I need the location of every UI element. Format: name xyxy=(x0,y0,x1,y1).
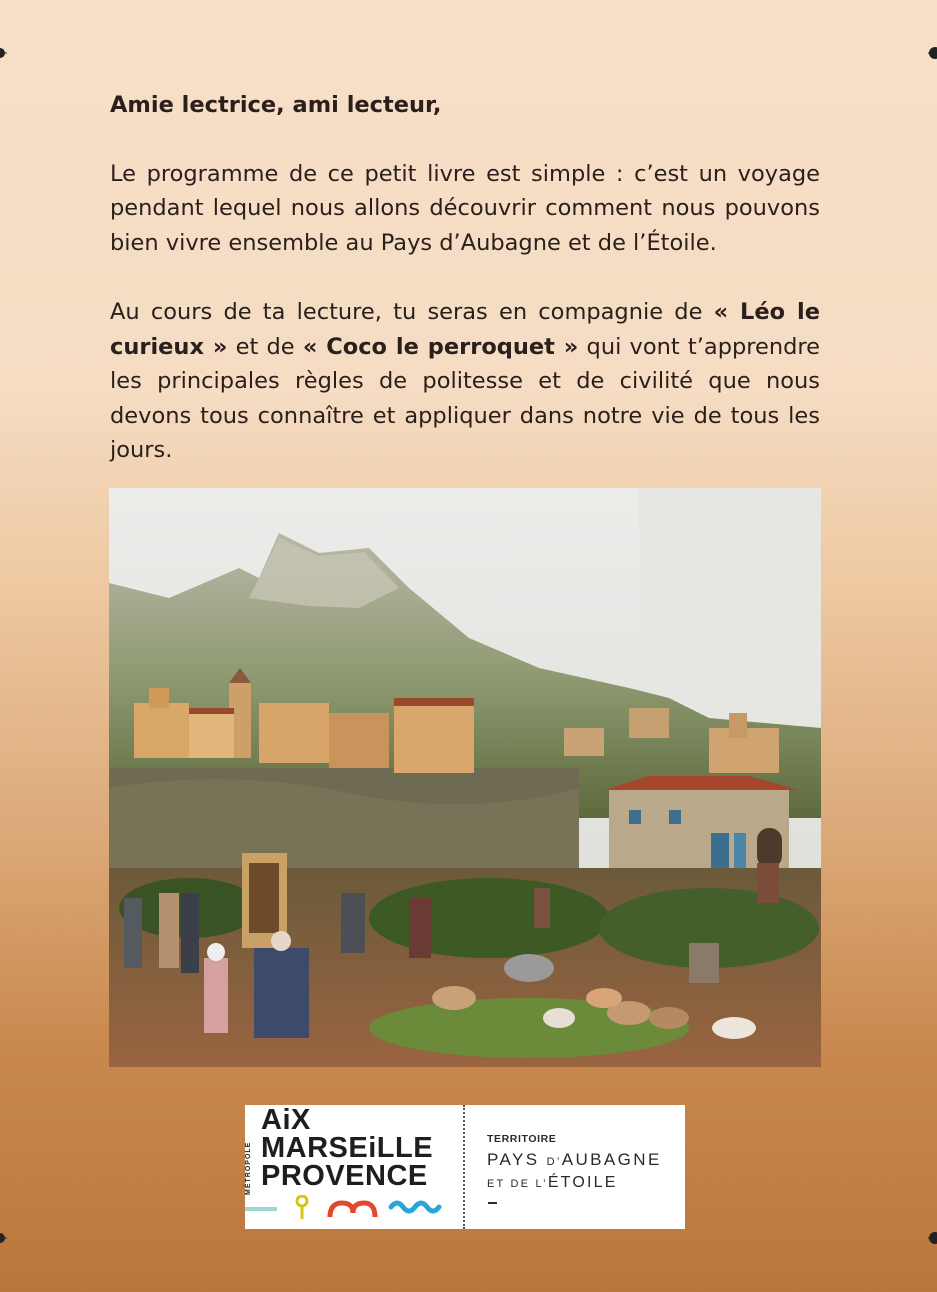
letter-text xyxy=(110,88,820,503)
logo-pays-word: PAYS xyxy=(487,1150,547,1169)
metropole-vertical-label: MÉTROPOLE xyxy=(245,1141,252,1195)
coco-name: « Coco le perroquet » xyxy=(302,333,579,360)
logo-etoile-small: ET DE L’ xyxy=(487,1178,548,1190)
shrubs xyxy=(369,878,609,958)
logo-aix: AiX xyxy=(261,1104,311,1136)
yellow-ring-icon xyxy=(297,1196,307,1206)
logo-symbols xyxy=(245,1195,455,1227)
nativity-scene-photo xyxy=(109,488,821,1067)
logo-etoile-word: ÉTOILE xyxy=(547,1174,618,1191)
paragraph-2-text: qui vont t’apprendre les principales règles de politesse et de civilité que nous devons tous connaître et appliquer dans notre vie de tous les jours. xyxy=(110,333,820,463)
registration-mark-top-right xyxy=(928,46,937,60)
red-arches-icon xyxy=(330,1203,375,1217)
logo-divider xyxy=(463,1105,465,1229)
logo-etoile xyxy=(487,1174,618,1192)
logo-pays-small: D’ xyxy=(546,1156,562,1168)
registration-mark-bottom-left xyxy=(0,1231,7,1245)
logo-provence: PROVENCE xyxy=(261,1160,428,1192)
metropole-logo xyxy=(245,1105,685,1229)
paragraph-2-text: et de xyxy=(227,333,303,360)
letter-paragraph-2 xyxy=(110,295,820,468)
farmhouse xyxy=(604,776,799,868)
registration-mark-bottom-right xyxy=(928,1231,937,1245)
wooden-press-frame xyxy=(249,863,279,933)
logo-territoire: TERRITOIRE xyxy=(487,1133,557,1145)
logo-pays-aubagne xyxy=(487,1150,662,1170)
leo-name: « Léo le curieux » xyxy=(110,299,820,360)
letter-greeting: Amie lectrice, ami lecteur, xyxy=(110,92,442,118)
logo-dash xyxy=(488,1202,497,1204)
registration-mark-top-left xyxy=(0,46,7,60)
letter-paragraph-1: Le programme de ce petit livre est simple : c’est un voyage pendant lequel nous allons découvrir comment nous pouvons bien vivre ensemble au Pays d’Aubagne et de l’Étoile. xyxy=(110,160,820,256)
blue-wave-icon xyxy=(391,1203,439,1211)
logo-aubagne-word: AUBAGNE xyxy=(561,1150,662,1169)
logo-marseille: MARSEiLLE xyxy=(261,1132,434,1164)
paragraph-2-text: Au cours de ta lecture, tu seras en compagnie de xyxy=(110,299,714,325)
wall-corner xyxy=(639,488,821,728)
